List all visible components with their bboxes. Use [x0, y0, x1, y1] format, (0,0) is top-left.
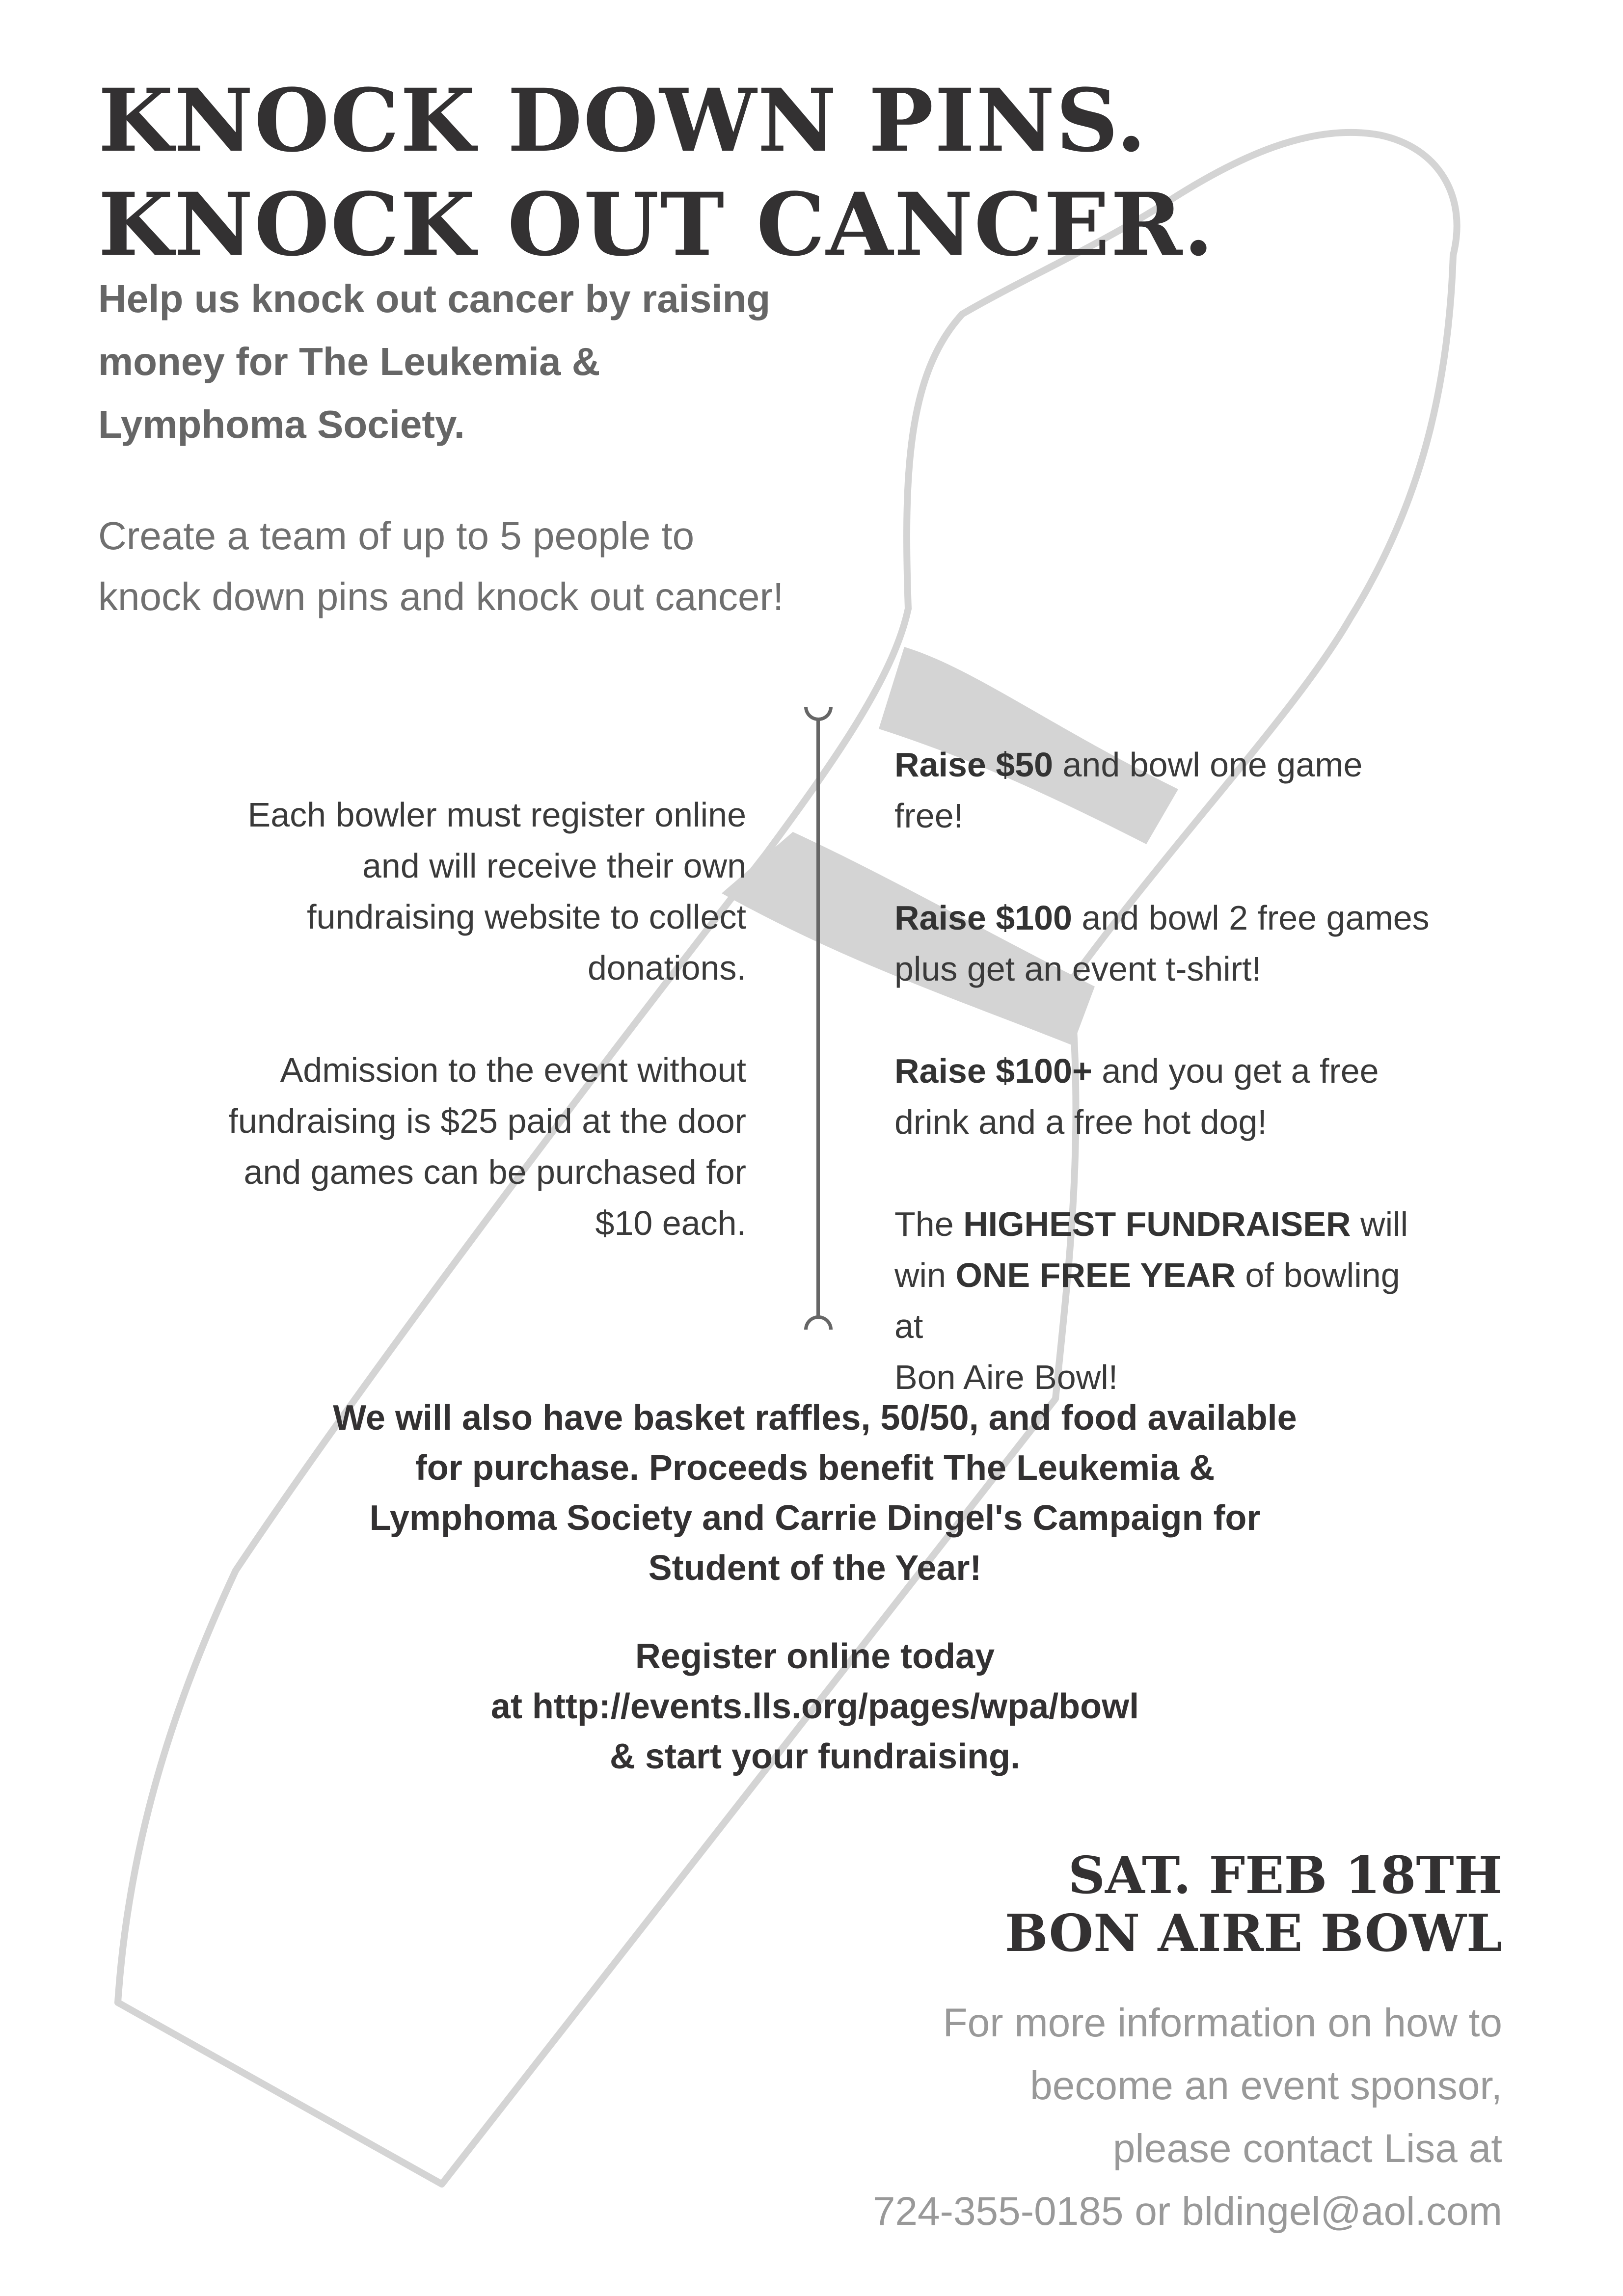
intro-line-1: Help us knock out cancer by raising [98, 277, 771, 320]
contact-line: For more information on how to [943, 2001, 1502, 2045]
event-extras [245, 1393, 1384, 1782]
registration-line: and will receive their own [362, 847, 746, 885]
prize-text: will [1351, 1205, 1408, 1243]
admission-line: and games can be purchased for [243, 1153, 746, 1191]
raffle-line: Lymphoma Society and Carrie Dingel's Campaign for [369, 1498, 1261, 1538]
registration-line: fundraising website to collect [307, 898, 746, 936]
intro-paragraph [98, 267, 785, 456]
reward-amount: Raise $100 [894, 899, 1072, 937]
registration-line: donations. [587, 949, 746, 987]
admission-line: fundraising is $25 paid at the door [228, 1102, 746, 1140]
headline [98, 69, 1215, 277]
contact-line: become an event sponsor, [1030, 2063, 1502, 2108]
event-date: SAT. FEB 18TH [1068, 1845, 1502, 1905]
registration-paragraph [206, 789, 746, 993]
register-line: Register online today [635, 1637, 995, 1676]
team-line-2: knock down pins and knock out cancer! [98, 575, 784, 618]
raffle-line: We will also have basket raffles, 50/50, and food available [333, 1398, 1297, 1438]
event-venue: BON AIRE BOWL [1004, 1903, 1502, 1963]
fundraising-rewards [894, 739, 1434, 1454]
register-paragraph [245, 1631, 1384, 1782]
column-divider [816, 720, 820, 1318]
reward-amount: Raise $100+ [894, 1052, 1092, 1090]
intro-line-3: Lymphoma Society. [98, 402, 465, 446]
team-paragraph [98, 506, 810, 627]
registration-details [206, 789, 746, 1300]
event-info [736, 1846, 1502, 1962]
prize-text: of bowling at [894, 1256, 1400, 1345]
registration-line: Each bowler must register online [247, 796, 746, 834]
reward-item-50 [894, 739, 1434, 841]
reward-text: and bowl 2 free games [1072, 899, 1430, 937]
reward-text: plus get an event t-shirt! [894, 950, 1262, 988]
reward-item-100 [894, 892, 1434, 994]
admission-line: Admission to the event without [280, 1051, 746, 1089]
register-link[interactable]: at http://events.lls.org/pages/wpa/bowl [490, 1687, 1139, 1726]
admission-paragraph [206, 1044, 746, 1249]
contact-phone-email[interactable]: 724-355-0185 or bldingel@aol.com [872, 2189, 1502, 2234]
raffle-line: for purchase. Proceeds benefit The Leukemia & [415, 1448, 1215, 1488]
prize-highlight: HIGHEST FUNDRAISER [963, 1205, 1351, 1243]
headline-line-1: KNOCK DOWN PINS. [98, 70, 1147, 171]
contact-line: please contact Lisa at [1112, 2126, 1502, 2171]
reward-amount: Raise $50 [894, 746, 1054, 784]
admission-line: $10 each. [595, 1204, 746, 1242]
raffle-line: Student of the Year! [648, 1548, 982, 1588]
team-line-1: Create a team of up to 5 people to [98, 514, 695, 558]
register-line: & start your fundraising. [609, 1737, 1021, 1776]
prize-highlight: ONE FREE YEAR [955, 1256, 1236, 1294]
headline-line-2: KNOCK OUT CANCER. [98, 174, 1215, 275]
reward-item-100-plus [894, 1045, 1434, 1148]
prize-text: win [894, 1256, 956, 1294]
prize-text: Bon Aire Bowl! [894, 1358, 1118, 1396]
intro-line-2: money for The Leukemia & [98, 340, 600, 383]
raffle-paragraph [245, 1393, 1384, 1593]
reward-text: and bowl one game free! [894, 746, 1363, 835]
prize-text: The [894, 1205, 964, 1243]
top-fundraiser-prize [894, 1199, 1434, 1403]
reward-text: and you get a free [1092, 1052, 1379, 1090]
reward-text: drink and a free hot dog! [894, 1103, 1267, 1141]
sponsor-contact [736, 1992, 1502, 2243]
